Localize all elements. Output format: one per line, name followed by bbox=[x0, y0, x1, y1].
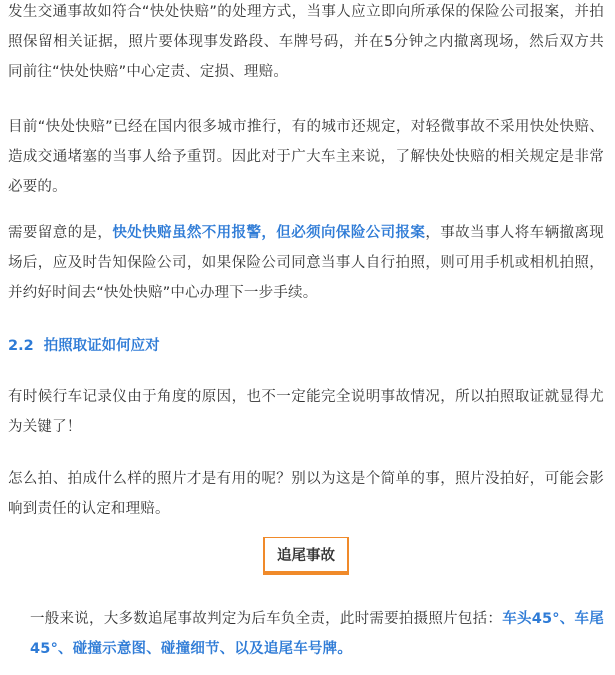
paragraph-how-to-photograph: 怎么拍、拍成什么样的照片才是有用的呢？别以为这是个简单的事，照片没拍好，可能会影响到责任的认定和理赔。 bbox=[8, 471, 604, 517]
p3-highlight: 快处快赔虽然不用报警，但必须向保险公司报案 bbox=[112, 225, 426, 241]
section-title: 拍照取证如何应对 bbox=[43, 338, 160, 354]
p6-highlight: 车头45°、车尾45°、碰撞示意图、碰撞细节、以及追尾车号牌。 bbox=[30, 611, 604, 657]
paragraph-report-to-insurer bbox=[8, 218, 604, 308]
p6-text-before: 一般来说，大多数追尾事故判定为后车负全责，此时需要拍摄照片包括： bbox=[30, 611, 503, 627]
p3-text-before: 需要留意的是， bbox=[8, 225, 113, 241]
paragraph-rear-end-photos bbox=[30, 604, 604, 664]
paragraph-dashcam-limits: 有时候行车记录仪由于角度的原因，也不一定能完全说明事故情况，所以拍照取证就显得尤为关键了！ bbox=[8, 389, 604, 435]
section-heading bbox=[8, 334, 160, 358]
paragraph-quick-claim-procedure: 发生交通事故如符合“快处快赔”的处理方式，当事人应立即向所承保的保险公司报案，并拍照保留相关证据，照片要体现事发路段、车牌号码，并在5分钟之内撤离现场，然后双方共同前往“快处快赔”中心定责、定损、理赔。 bbox=[8, 4, 604, 80]
rear-end-collision-label: 追尾事故 bbox=[263, 537, 349, 573]
paragraph-quick-claim-adoption: 目前“快处快赔”已经在国内很多城市推行，有的城市还规定，对轻微事故不采用快处快赔、造成交通堵塞的当事人给予重罚。因此对于广大车主来说，了解快处快赔的相关规定是非常必要的。 bbox=[8, 119, 604, 195]
section-number: 2.2 bbox=[8, 338, 34, 354]
p3-text-after: ，事故当事人将车辆撤离现场后，应及时告知保险公司，如果保险公司同意当事人自行拍照，则可用手机或相机拍照，并约好时间去“快处快赔”中心办理下一步手续。 bbox=[8, 225, 604, 301]
